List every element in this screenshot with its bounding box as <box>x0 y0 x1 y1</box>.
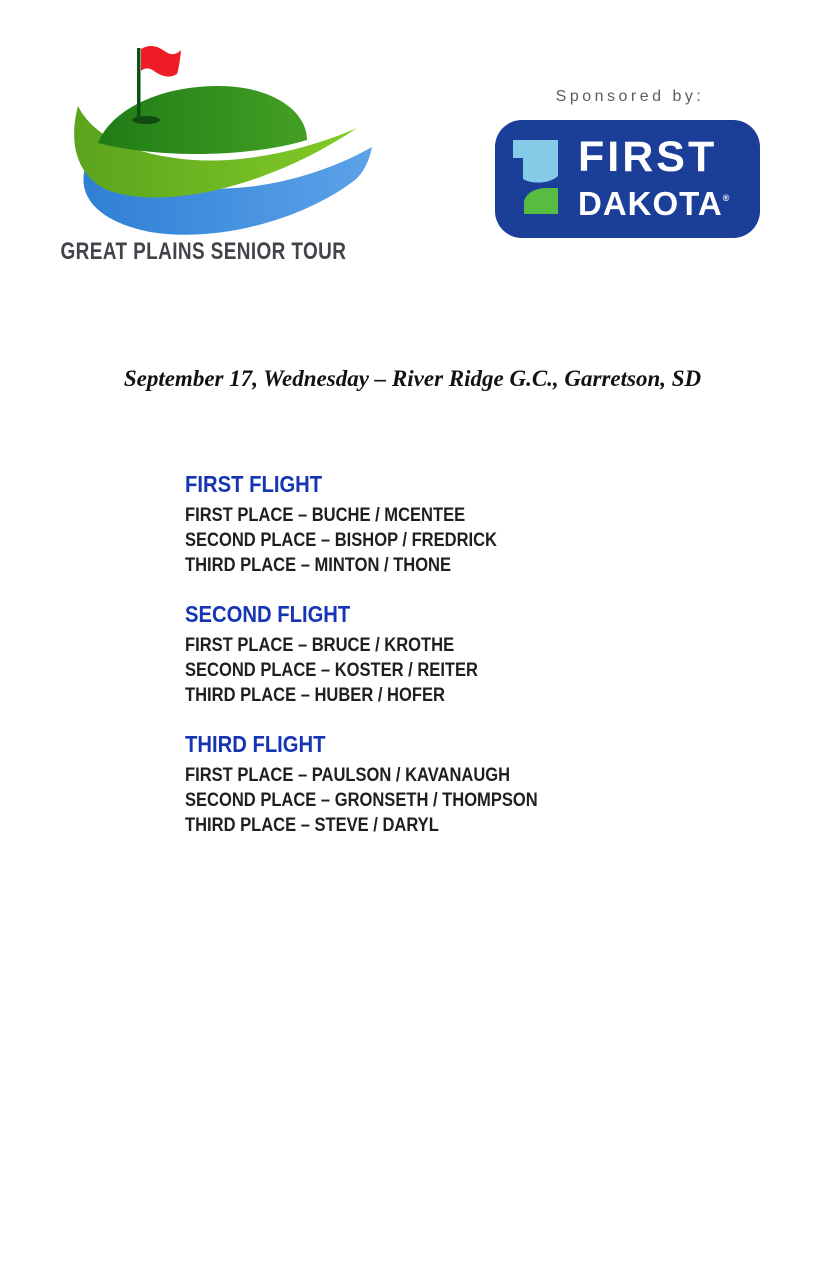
mark-green-quarter <box>524 188 558 214</box>
golf-logo-graphic <box>55 40 385 236</box>
first-dakota-mark-icon <box>512 139 560 217</box>
flight-result-line: FIRST PLACE – BRUCE / KROTHE <box>185 635 455 656</box>
golf-hole <box>132 116 160 124</box>
golf-flag-icon <box>141 46 181 77</box>
first-dakota-wordmark <box>578 134 729 222</box>
flight-results <box>185 471 590 861</box>
flight-heading: FIRST FLIGHT <box>185 471 323 497</box>
first-dakota-logo <box>495 120 760 238</box>
flight-result-line: FIRST PLACE – BUCHE / MCENTEE <box>185 505 466 526</box>
flag-pole <box>137 48 141 120</box>
first-dakota-word-dakota <box>578 180 729 222</box>
tour-logo-title: GREAT PLAINS SENIOR TOUR <box>60 238 347 265</box>
golf-green-mound <box>98 86 307 154</box>
flight-result-line: SECOND PLACE – KOSTER / REITER <box>185 660 478 681</box>
event-date-line: September 17, Wednesday – River Ridge G.C., Garretson, SD <box>123 366 702 391</box>
sponsored-by-label: Sponsored by: <box>555 88 705 105</box>
registered-trademark: ® <box>722 193 730 203</box>
flight-result-line: FIRST PLACE – PAULSON / KAVANAUGH <box>185 765 511 786</box>
mark-numeral-one <box>513 140 558 183</box>
flight-section-first <box>185 471 590 578</box>
flight-section-second <box>185 601 590 708</box>
dakota-text: DAKOTA <box>578 185 723 222</box>
flight-heading: SECOND FLIGHT <box>185 601 351 627</box>
flight-result-line: SECOND PLACE – BISHOP / FREDRICK <box>185 530 497 551</box>
flight-section-third <box>185 731 590 838</box>
tour-logo <box>55 40 385 266</box>
first-dakota-word-first: FIRST <box>578 133 718 181</box>
flight-result-line: THIRD PLACE – STEVE / DARYL <box>185 815 439 836</box>
flight-heading: THIRD FLIGHT <box>185 731 326 757</box>
flight-result-line: THIRD PLACE – HUBER / HOFER <box>185 685 445 706</box>
flight-result-line: THIRD PLACE – MINTON / THONE <box>185 555 452 576</box>
flight-result-line: SECOND PLACE – GRONSETH / THOMPSON <box>185 790 538 811</box>
